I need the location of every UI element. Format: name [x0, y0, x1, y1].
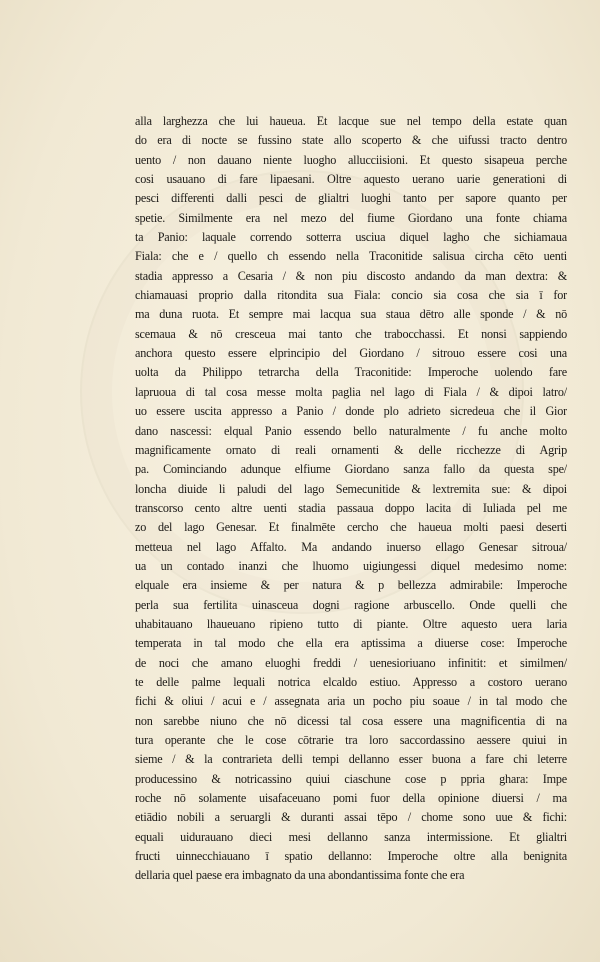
text-line: equali uidurauano dieci mesi dellanno sanza intermissione. Et glialtri: [135, 829, 567, 844]
text-line: alla larghezza che lui haueua. Et lacque sue nel tempo della estate quan: [135, 114, 567, 128]
text-line: chiamauasi proprio dalla ritondita sua Fiala: concio sia cosa che sia ī for: [135, 288, 567, 303]
text-line: loncha diuide li paludi del lago Semecunitide & lextremita sue: & dipoi: [135, 481, 567, 496]
text-line: te delle palme lequali notrica elcaldo estiuo. Appresso a costoro uerano: [135, 674, 567, 689]
text-line: cosi usauano di fare lipaesani. Oltre aquesto uerano uarie generationi di: [135, 172, 567, 187]
text-line: ua un contado inanzi che lhuomo uigiungessi diquel medesimo nome:: [135, 558, 567, 573]
text-line: do era di nocte se fussino state allo scoperto & che uifussi tracto dentro: [135, 133, 567, 148]
text-line: ma duna ruota. Et sempre mai lacqua sua staua dētro alle sponde / & nō: [135, 307, 567, 322]
text-line: ta Panio: laquale correndo sotterra usciua diquel lagho che sichiamaua: [135, 230, 567, 245]
text-line: scemaua & nō cresceua mai tanto che trabocchassi. Et nonsi sappiendo: [135, 326, 567, 341]
text-line: non sarebbe niuno che nō dicessi tal cosa essere una magnificentia di na: [135, 713, 567, 728]
text-line: elquale era insieme & per natura & p bellezza admirabile: Imperoche: [135, 578, 567, 593]
text-line: tura operante che le cose cōtrarie tra loro saccordassino aessere quiui in: [135, 733, 567, 747]
text-line: dellaria quel paese era imbagnato da una abondantissima fonte che era: [135, 868, 465, 883]
text-line: spetie. Similmente era nel mezo del fiume Giordano una fonte chiama: [135, 210, 567, 225]
text-line: fructi uinnecchiauano ī spatio dellanno: Imperoche oltre alla benignita: [135, 849, 567, 864]
text-line: anchora questo essere elprincipio del Giordano / sitrouo essere cosi una: [135, 346, 567, 361]
text-line: uo essere uscita appresso a Panio / donde plo adrieto sicredeua che il Gior: [135, 404, 567, 419]
text-line: magnificamente ornato di reali ornamenti & delle ricchezze di Agrip: [135, 442, 567, 457]
text-line: producessino & notricassino quiui ciaschune cose p ppria ghara: Impe: [135, 771, 567, 786]
text-line: zo del lago Genesar. Et finalmēte cercho che haueua molti paesi deserti: [135, 520, 567, 535]
text-line: uolta da Philippo tetrarcha della Traconitide: Imperoche uolendo fare: [135, 365, 567, 380]
text-line: perla sua fertilita uinasceua dogni ragione arbuscello. Onde quelli che: [135, 597, 567, 612]
text-line: stadia appresso a Cesaria / & non piu discosto andando da man dextra: &: [135, 268, 567, 283]
text-line: fichi & oliui / acui e / assegnata aria un pocho piu soaue / in tal modo che: [135, 694, 567, 709]
text-line: temperata in tal modo che ella era aptissima a diuerse cose: Imperoche: [135, 636, 567, 651]
text-line: metteua nel lago Affalto. Ma andando inuerso ellago Genesar sitroua/: [135, 539, 567, 554]
text-line: dano nascessi: elqual Panio essendo bello naturalmente / fu anche molto: [135, 423, 567, 438]
text-line: transcorso cento altre uenti stadia passaua doppo lacita di Iuliada pel me: [135, 500, 567, 515]
text-line: pa. Cominciando adunque elfiume Giordano sanza fallo da questa spe/: [135, 462, 567, 477]
text-line: Fiala: che e / quello ch essendo nella Traconitide salisua circha cēto uenti: [135, 249, 567, 264]
text-line: sieme / & la contrarieta delli tempi dellanno esser buona a fare chi leterre: [135, 752, 567, 767]
body-text: [135, 112, 567, 886]
text-line: uento / non dauano niente luogho allucciisioni. Et questo sisapeua perche: [135, 152, 567, 167]
text-line: de noci che amano eluoghi freddi / uenesioriuano infinitit: et similmen/: [135, 655, 567, 670]
text-line: roche nō solamente uisafaceuano pomi fuor della opinione diuersi / ma: [135, 791, 567, 806]
text-line: etiādio nobili a seruargli & duranti assai tēpo / chome sono uue & fichi:: [135, 810, 567, 825]
text-line: lapruoua di tal cosa messe molta paglia nel lago di Fiala / & dipoi latro/: [135, 384, 567, 399]
text-line: pesci differenti dalli pesci de glialtri luoghi tanto per sapore quanto per: [135, 191, 567, 206]
text-line: uhabitauano lhaueuano ripieno tutto di piante. Oltre aquesto uera laria: [135, 616, 567, 631]
